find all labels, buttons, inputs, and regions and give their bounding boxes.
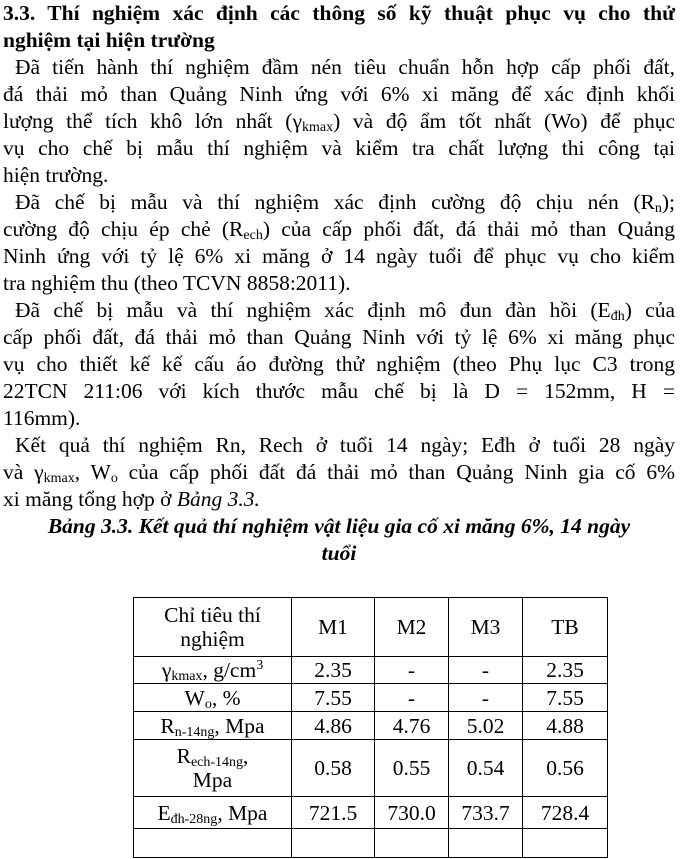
text-segment: kmax (171, 669, 203, 684)
paragraph-line (3, 81, 675, 108)
table-row (134, 797, 608, 829)
text-segment: 3.3. Thí nghiệm xác định các thông số kỹ thuật phục vụ cho thử (3, 1, 675, 25)
value-cell: 0.58 (292, 740, 375, 797)
value-cell: 7.55 (292, 684, 375, 712)
text-segment: Kết quả thí nghiệm Rn, Rech ở tuổi 14 ngày; Eđh ở tuổi 28 ngày (15, 433, 675, 457)
header-cell: TB (523, 598, 608, 657)
text-segment: của cấp phối đất đá thải mỏ than Quảng Ninh gia cố 6% (117, 460, 676, 484)
text-segment: và γ (3, 460, 44, 484)
table-caption (3, 513, 675, 540)
text-segment: xi măng tổng hợp ở (3, 487, 177, 511)
header-cell: M1 (292, 598, 375, 657)
text-segment: , Mpa (217, 800, 268, 825)
paragraph-line (3, 162, 675, 189)
value-cell: 733.7 (449, 797, 523, 829)
text-segment: ) và độ ẩm tốt nhất (Wo) để phục (333, 109, 675, 133)
value-cell: 2.35 (292, 657, 375, 684)
row-label (134, 684, 292, 712)
text-segment: 22TCN 211:06 với kích thước mẫu chế bị là D = 152mm, H = (3, 379, 675, 403)
text-segment: Đã chế bị mẫu và thí nghiệm xác định mô đun đàn hồi (E (15, 298, 611, 322)
text-segment: kmax (301, 120, 334, 135)
value-cell: 728.4 (523, 797, 608, 829)
paragraph-line (3, 270, 675, 297)
paragraph-line (3, 135, 675, 162)
text-segment: , % (211, 685, 241, 710)
text-segment: ) của cấp phối đất, đá thải mỏ than Quảng (262, 217, 675, 241)
value-cell: 0.55 (375, 740, 449, 797)
text-segment: , Mpa (214, 713, 265, 738)
text-segment: 3 (256, 657, 264, 673)
text-segment: lượng thể tích khô lớn nhất (γ (3, 109, 302, 133)
text-segment: 116mm). (3, 406, 81, 430)
paragraph-line (3, 351, 675, 378)
text-segment: R (160, 713, 175, 738)
text-segment: o (110, 471, 118, 486)
paragraph-line (3, 243, 675, 270)
section-heading (3, 27, 675, 54)
text-segment: , W (74, 460, 111, 484)
value-cell: 0.54 (449, 740, 523, 797)
text-segment: đh (610, 309, 625, 324)
text-segment: vụ cho thiết kế kế cấu áo đường thử nghiệm (theo Phụ lục C3 trong (3, 352, 675, 376)
value-cell (449, 829, 523, 858)
paragraph-line (3, 297, 675, 324)
text-segment: ) của (624, 298, 676, 322)
paragraph-line (3, 432, 675, 459)
text-segment: vụ cho chế bị mẫu thí nghiệm và kiểm tra chất lượng thi công tại (3, 136, 675, 160)
paragraph-line (3, 486, 675, 513)
text-segment: hiện trường. (3, 163, 109, 187)
text-segment: Đã tiến hành thí nghiệm đầm nén tiêu chuẩn hỗn hợp cấp phối đất, (15, 55, 675, 79)
paragraph-line (3, 324, 675, 351)
value-cell: 2.35 (523, 657, 608, 684)
value-cell: 4.86 (292, 712, 375, 740)
paragraph-line (3, 216, 675, 243)
header-cell: Chỉ tiêu thí nghiệm (134, 598, 292, 657)
value-cell: - (449, 657, 523, 684)
text-segment: nghiệm tại hiện trường (3, 28, 215, 52)
text-segment: Bảng 3.3. Kết quả thí nghiệm vật liệu gia cố xi măng 6%, 14 ngày (47, 514, 631, 538)
text-segment: n-14ng (174, 724, 215, 740)
text-segment: Ninh ứng với tỷ lệ 6% xi măng ở 14 ngày tuổi để phục vụ cho kiểm (3, 244, 675, 268)
paragraph-line (3, 405, 675, 432)
text-segment: kmax (43, 471, 75, 486)
table-row (134, 657, 608, 684)
table-row (134, 740, 608, 797)
paragraph-line (3, 378, 675, 405)
header-cell: M2 (375, 598, 449, 657)
text-segment: tra nghiệm thu (theo TCVN 8858:2011). (3, 271, 351, 295)
text-segment: , g/cm (202, 658, 257, 682)
value-cell: - (375, 657, 449, 684)
row-label (134, 797, 292, 829)
value-cell: 721.5 (292, 797, 375, 829)
document-body (3, 0, 675, 567)
row-label (134, 829, 292, 858)
text-segment: Bảng 3.3. (176, 487, 260, 511)
value-cell (523, 829, 608, 858)
text-segment: o (204, 696, 212, 712)
header-cell: M3 (449, 598, 523, 657)
row-label (134, 712, 292, 740)
paragraph-line (3, 189, 675, 216)
table-header-row (134, 598, 608, 657)
section-heading (3, 0, 675, 27)
text-segment: γ (161, 658, 172, 682)
text-segment: tuổi (321, 541, 357, 565)
table-row (134, 712, 608, 740)
value-cell (292, 829, 375, 858)
text-segment: n (654, 201, 662, 216)
value-cell: 0.56 (523, 740, 608, 797)
table-row (134, 829, 608, 858)
text-segment: R (176, 744, 191, 768)
table-row (134, 684, 608, 712)
value-cell: 4.88 (523, 712, 608, 740)
text-segment: ech (243, 228, 263, 243)
text-segment: Đã chế bị mẫu và thí nghiệm xác định cường độ chịu nén (R (15, 190, 655, 214)
value-cell: 5.02 (449, 712, 523, 740)
text-segment: đá thải mỏ than Quảng Ninh ứng với 6% xi măng để xác định khối (3, 82, 675, 106)
text-segment: E (157, 800, 171, 825)
text-segment: cường độ chịu ép chẻ (R (3, 217, 244, 241)
text-segment: đh-28ng (170, 811, 218, 827)
value-cell: 7.55 (523, 684, 608, 712)
row-label (134, 740, 292, 797)
value-cell: - (375, 684, 449, 712)
text-segment: ); (661, 190, 675, 214)
text-segment: ech-14ng (190, 755, 244, 770)
table-caption (3, 540, 675, 567)
text-segment: , (243, 744, 249, 768)
value-cell: 4.76 (375, 712, 449, 740)
paragraph-line (3, 108, 675, 135)
paragraph-line (3, 54, 675, 81)
value-cell: - (449, 684, 523, 712)
results-table (133, 597, 608, 858)
value-cell: 730.0 (375, 797, 449, 829)
text-segment: cấp phối đất, đá thải mỏ than Quảng Ninh với tỷ lệ 6% xi măng phục (3, 325, 675, 349)
text-segment: W (184, 685, 205, 710)
row-label (134, 657, 292, 684)
text-segment: Mpa (192, 768, 233, 792)
paragraph-line (3, 459, 675, 486)
value-cell (375, 829, 449, 858)
